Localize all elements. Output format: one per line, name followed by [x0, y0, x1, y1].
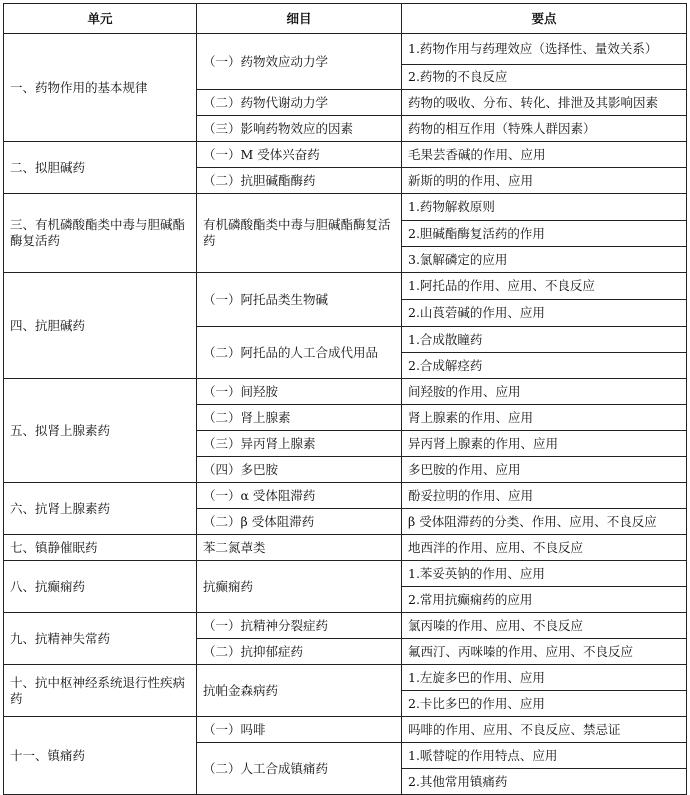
table-cell: 十一、镇痛药 [4, 717, 197, 795]
table-cell: 3.氯解磷定的应用 [402, 247, 687, 273]
table-cell: 2.山莨菪碱的作用、应用 [402, 300, 687, 327]
table-cell: 1.哌替啶的作用特点、应用 [402, 743, 687, 769]
table-row [4, 561, 687, 587]
table-cell: （二）抗抑郁症药 [197, 639, 402, 665]
table-row [4, 34, 687, 65]
table-cell: （一）α 受体阻滞药 [197, 483, 402, 509]
table-cell: （一）吗啡 [197, 717, 402, 743]
table-cell: β 受体阻滞药的分类、作用、应用、不良反应 [402, 509, 687, 535]
table-cell: （四）多巴胺 [197, 457, 402, 483]
table-cell: 多巴胺的作用、应用 [402, 457, 687, 483]
table-row [4, 273, 687, 300]
header-unit: 单元 [4, 4, 197, 34]
table-cell: 毛果芸香碱的作用、应用 [402, 142, 687, 168]
table-cell: 吗啡的作用、应用、不良反应、禁忌证 [402, 717, 687, 743]
table-cell: 苯二氮䓬类 [197, 535, 402, 561]
table-cell: 酚妥拉明的作用、应用 [402, 483, 687, 509]
table-cell: （三）异丙肾上腺素 [197, 431, 402, 457]
table-cell: 氟西汀、丙咪嗪的作用、应用、不良反应 [402, 639, 687, 665]
table-body [4, 34, 687, 795]
table-cell: （三）影响药物效应的因素 [197, 116, 402, 142]
table-row [4, 613, 687, 639]
table-cell: 一、药物作用的基本规律 [4, 34, 197, 142]
table-cell: 六、抗肾上腺素药 [4, 483, 197, 535]
header-row [4, 4, 687, 34]
table-cell: （一）间羟胺 [197, 379, 402, 405]
table-cell: （二）抗胆碱酯酶药 [197, 168, 402, 194]
table-cell: （二）阿托品的人工合成代用品 [197, 327, 402, 379]
table-row [4, 483, 687, 509]
header-key-points: 要点 [402, 4, 687, 34]
table-cell: 1.合成散瞳药 [402, 327, 687, 353]
table-cell: 2.胆碱酯酶复活药的作用 [402, 221, 687, 247]
table-cell: 1.苯妥英钠的作用、应用 [402, 561, 687, 587]
header-detail: 细目 [197, 4, 402, 34]
table-cell: 三、有机磷酸酯类中毒与胆碱酯酶复活药 [4, 194, 197, 273]
syllabus-table [3, 3, 687, 795]
table-cell: （二）β 受体阻滞药 [197, 509, 402, 535]
table-cell: 九、抗精神失常药 [4, 613, 197, 665]
table-cell: 二、拟胆碱药 [4, 142, 197, 194]
table-cell: 八、抗癫痫药 [4, 561, 197, 613]
table-cell: 1.药物解救原则 [402, 194, 687, 221]
table-cell: 抗帕金森病药 [197, 665, 402, 717]
table-cell: 间羟胺的作用、应用 [402, 379, 687, 405]
table-cell: 异丙肾上腺素的作用、应用 [402, 431, 687, 457]
table-row [4, 142, 687, 168]
table-cell: 2.合成解痉药 [402, 353, 687, 379]
table-cell: 2.常用抗癫痫药的应用 [402, 587, 687, 613]
table-cell: 氯丙嗪的作用、应用、不良反应 [402, 613, 687, 639]
table-cell: （一）药物效应动力学 [197, 34, 402, 90]
table-cell: 2.药物的不良反应 [402, 65, 687, 90]
table-cell: 2.卡比多巴的作用、应用 [402, 691, 687, 717]
table-row [4, 379, 687, 405]
table-cell: 药物的吸收、分布、转化、排泄及其影响因素 [402, 90, 687, 116]
table-cell: 1.药物作用与药理效应（选择性、量效关系） [402, 34, 687, 65]
table-cell: （二）药物代谢动力学 [197, 90, 402, 116]
table-cell: 1.阿托品的作用、应用、不良反应 [402, 273, 687, 300]
table-cell: （一）M 受体兴奋药 [197, 142, 402, 168]
table-cell: 新斯的明的作用、应用 [402, 168, 687, 194]
table-row [4, 194, 687, 221]
table-cell: 2.其他常用镇痛药 [402, 769, 687, 795]
table-row [4, 665, 687, 691]
table-cell: 有机磷酸酯类中毒与胆碱酯酶复活药 [197, 194, 402, 273]
table-cell: （二）肾上腺素 [197, 405, 402, 431]
table-cell: 抗癫痫药 [197, 561, 402, 613]
table-cell: 五、拟肾上腺素药 [4, 379, 197, 483]
table-cell: 十、抗中枢神经系统退行性疾病药 [4, 665, 197, 717]
table-cell: 四、抗胆碱药 [4, 273, 197, 379]
table-cell: 药物的相互作用（特殊人群因素） [402, 116, 687, 142]
table-cell: （一）抗精神分裂症药 [197, 613, 402, 639]
table-cell: （二）人工合成镇痛药 [197, 743, 402, 795]
table-row [4, 717, 687, 743]
table-cell: 七、镇静催眠药 [4, 535, 197, 561]
table-cell: 肾上腺素的作用、应用 [402, 405, 687, 431]
table-cell: （一）阿托品类生物碱 [197, 273, 402, 327]
table-row [4, 535, 687, 561]
table-cell: 1.左旋多巴的作用、应用 [402, 665, 687, 691]
table-cell: 地西泮的作用、应用、不良反应 [402, 535, 687, 561]
